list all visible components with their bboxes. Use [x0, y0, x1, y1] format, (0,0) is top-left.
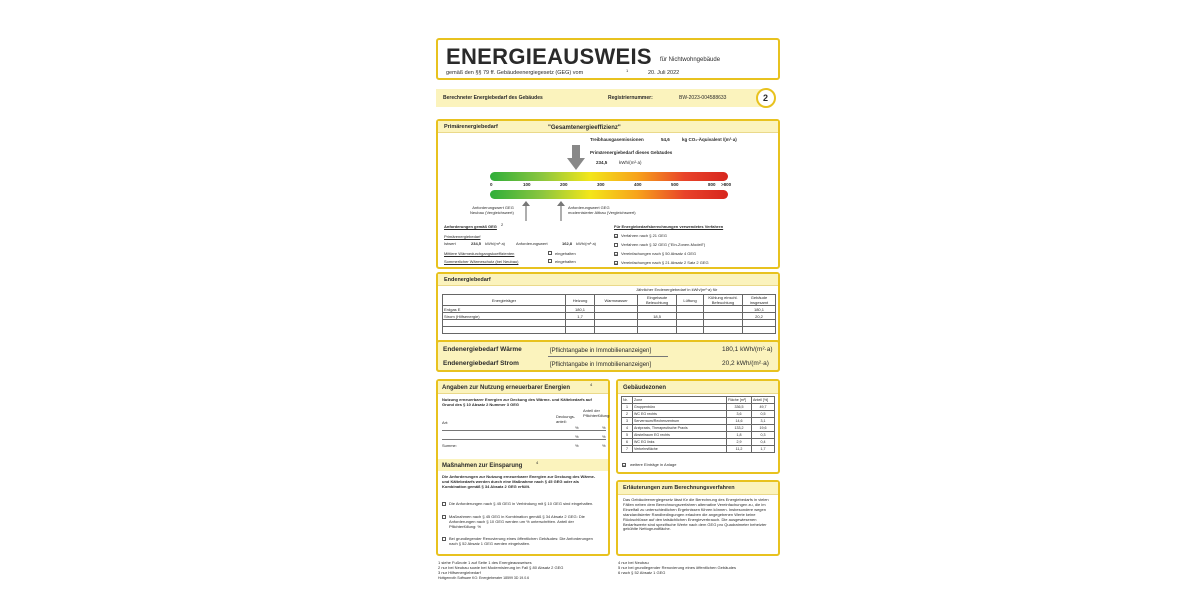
footnote-right-2: 5 nur bei grundlegender Renovierung eines öffentlichen Gebäudes [618, 565, 737, 570]
table-cell: 1 [622, 404, 633, 411]
table-cell: 1,7 [566, 313, 595, 320]
table-cell: 2 [622, 411, 633, 418]
building-pe-value: 234,5 [596, 160, 608, 165]
u-value-checkbox-label: eingehalten [555, 251, 576, 256]
final-energy-power-label: Endenergiebedarf Strom [443, 360, 519, 367]
table-cell: WC EG rechts [633, 411, 727, 418]
table-cell: 3,1 [752, 418, 775, 425]
table-row [622, 439, 775, 446]
percent-sign: % [575, 443, 579, 448]
table-cell: Strom (Hilfsenergie) [443, 313, 566, 320]
requirements-title: Anforderungen gemäß GEG [444, 224, 497, 229]
table-header-cell: Kühlung einschl. Befeuchtung [704, 295, 743, 306]
building-zones-box [616, 379, 780, 474]
table-row [622, 411, 775, 418]
requirements-footnote-mark: 2 [501, 222, 504, 227]
table-cell [638, 306, 677, 313]
legal-date: 20. Juli 2022 [648, 70, 680, 76]
energy-certificate-page [430, 34, 786, 584]
table-header-cell: Lüftung [677, 295, 704, 306]
table-cell: 4 [622, 425, 633, 432]
table-cell: 3,6 [727, 411, 752, 418]
legal-footnote-mark: 1 [626, 68, 629, 73]
building-pe-label: Primärenergiebedarf dieses Gebäudes [590, 150, 673, 155]
final-energy-power-value: 20,2 kWh/(m²·a) [722, 360, 769, 367]
final-energy-unit-heading: Jährlicher Endenergiebedarf in kWh/(m²·a) für [636, 287, 718, 292]
calculation-notes-title: Erläuterungen zum Berechnungsverfahren [623, 485, 735, 491]
percent-sign: % [602, 434, 606, 439]
page-number: 2 [763, 92, 769, 103]
table-row [443, 313, 776, 320]
table-row [622, 404, 775, 411]
method-label-2: Verfahren nach § 32 GEG ("Ein-Zonen-Modell") [621, 242, 706, 247]
percent-sign: % [575, 434, 579, 439]
table-cell [704, 313, 743, 320]
final-energy-heat-note: [Pflichtangabe in Immobilienanzeigen] [550, 347, 652, 354]
final-energy-heat-label: Endenergiebedarf Wärme [443, 346, 522, 353]
table-header-cell: Gebäude insgesamt [743, 295, 776, 306]
table-cell: 180,1 [566, 306, 595, 313]
u-value-requirement: Mittlere Wärmedurchgangskoeffizienten [444, 251, 515, 256]
calculation-notes-box [616, 480, 780, 556]
ghg-label: Treibhausgasemissionen [590, 137, 644, 142]
more-entries-checkbox[interactable]: x [623, 463, 625, 468]
table-cell: 49,7 [752, 404, 775, 411]
measure-checkbox-3[interactable] [442, 537, 446, 541]
table-cell: Serverraum/Rechenzentrum [633, 418, 727, 425]
anforderungswert-label: Anforderungswert [516, 241, 548, 246]
method-checkbox-3[interactable]: x [615, 252, 617, 257]
reference-old-building: Anforderungswert GEG modernisierter Altbau (Vergleichswert) [568, 205, 636, 215]
footnote-left-3: 3 nur Hilfsenergiebedarf [438, 570, 481, 575]
table-header-cell: Zone [633, 397, 727, 404]
method-checkbox-1[interactable]: x [615, 234, 617, 239]
scale-tick-over-800: >800 [721, 182, 732, 187]
measures-title: Maßnahmen zur Einsparung [442, 463, 523, 469]
scale-tick-500: 500 [671, 182, 679, 187]
summer-protection-checkbox[interactable] [548, 259, 552, 263]
table-cell: Verkehrsfläche [633, 446, 727, 453]
renewable-col-art: Art: [442, 420, 449, 425]
table-cell: 6 [622, 439, 633, 446]
table-cell [595, 313, 638, 320]
table-cell: 14,6 [727, 418, 752, 425]
table-cell: 2,9 [727, 439, 752, 446]
table-row [443, 306, 776, 313]
title-box [436, 38, 780, 80]
table-cell: 0,5 [752, 411, 775, 418]
table-row [443, 320, 776, 327]
table-row [622, 397, 775, 404]
measure-checkbox-1[interactable] [442, 502, 446, 506]
table-cell [677, 306, 704, 313]
table-header-cell: Eingebaute Beleuchtung [638, 295, 677, 306]
table-cell [677, 313, 704, 320]
table-cell: 0,4 [752, 439, 775, 446]
measure-label-2: Maßnahmen nach § 45 GEG in Kombination gemäß § 34 Absatz 2 GEG: Die Anforderungen nach § 10 GEG werden um % unterschritten. Anteil der Pflichterfüllung: % [449, 514, 585, 529]
table-header-cell: Nr. [622, 397, 633, 404]
method-label-3: Vereinfachungen nach § 50 Absatz 4 GEG [621, 251, 697, 256]
istwert-unit: kWh/(m²·a) [485, 241, 505, 246]
renewable-footnote-mark: 4 [590, 382, 593, 387]
summer-protection-checkbox-label: eingehalten [555, 259, 576, 264]
summary-box [436, 340, 780, 372]
document-title: ENERGIEAUSWEIS [446, 44, 652, 69]
table-cell: 336,5 [727, 404, 752, 411]
subheader-bar [436, 89, 768, 107]
scale-tick-300: 300 [597, 182, 605, 187]
reference-newbuild: Anforderungswert GEG Neubau (Vergleichswert) [470, 205, 514, 215]
footnote-right-1: 4 nur bei Neubau [618, 560, 649, 565]
scale-tick-400: 400 [634, 182, 642, 187]
table-row [622, 425, 775, 432]
table-cell: 1,7 [752, 446, 775, 453]
building-zones-title: Gebäudezonen [623, 385, 667, 391]
scale-tick-800: 800 [708, 182, 716, 187]
building-arrow-icon [567, 145, 585, 171]
registration-label: Registriernummer: [608, 95, 653, 101]
measure-label-3: Bei grundlegender Renovierung eines öffentlichen Gebäudes: Die Anforderungen nach § 52 Absatz 1 GEG werden eingehalten. [449, 536, 593, 546]
table-cell: 11,2 [727, 446, 752, 453]
table-row [443, 327, 776, 334]
anforderungswert-value: 162,8 [562, 241, 573, 246]
percent-sign: % [602, 443, 606, 448]
renewable-sum-label: Summe: [442, 443, 457, 448]
method-label-4: Vereinfachungen nach § 21 Absatz 2 Satz 2 GEG [621, 260, 709, 265]
anforderungswert-unit: kWh/(m²·a) [576, 241, 596, 246]
table-row [622, 418, 775, 425]
table-cell: 20,2 [743, 313, 776, 320]
percent-sign: % [602, 425, 606, 430]
table-cell: 3 [622, 418, 633, 425]
table-cell: Gruppenbüro [633, 404, 727, 411]
building-pe-unit: kWh/(m²·a) [619, 160, 642, 165]
registration-number: BW-2023-004588633 [679, 95, 727, 101]
final-energy-heat-value: 180,1 kWh/(m²·a) [722, 346, 773, 353]
primary-energy-label: Primärenergiebedarf [444, 124, 498, 130]
final-energy-title: Endenergiebedarf [444, 277, 491, 283]
efficiency-scale-bar [490, 172, 728, 181]
scale-tick-200: 200 [560, 182, 568, 187]
ghg-value: 54,6 [661, 137, 670, 142]
primary-energy-box [436, 119, 780, 269]
istwert-label: Istwert [444, 241, 456, 246]
renewable-energy-box [436, 379, 610, 556]
table-cell: 7 [622, 446, 633, 453]
footnote-left-1: 1 siehe Fußnote 1 auf Seite 1 des Energieausweises [438, 560, 532, 565]
final-energy-table [442, 294, 776, 334]
subheader-title: Berechneter Energiebedarf des Gebäudes [443, 95, 543, 101]
table-cell: 19,6 [752, 425, 775, 432]
footnote-left-2: 2 nur bei Neubau sowie bei Modernisierung im Fall § 80 Absatz 2 GEG [438, 565, 564, 570]
more-entries-label: weitere Einträge in Anlage [630, 462, 677, 467]
table-row [443, 295, 776, 306]
measure-checkbox-2[interactable] [442, 515, 446, 519]
method-checkbox-2[interactable] [614, 243, 618, 247]
reference-arrow-icon [522, 201, 530, 221]
reference-arrow-icon [557, 201, 565, 221]
legal-basis: gemäß den §§ 79 ff. Gebäudeenergiegesetz (GEG) vom [446, 70, 584, 76]
table-cell: Abstellraum EG rechts [633, 432, 727, 439]
measure-label-1: Die Anforderungen nach § 45 GEG in Verbindung mit § 10 GEG sind eingehalten. [449, 501, 594, 506]
method-checkbox-4[interactable]: x [615, 261, 617, 266]
overall-efficiency-label: "Gesamtenergieeffizienz" [548, 124, 621, 131]
table-header-cell: Heizung [566, 295, 595, 306]
table-cell [595, 306, 638, 313]
table-cell: 180,1 [743, 306, 776, 313]
scale-tick-100: 100 [523, 182, 531, 187]
building-zones-table [621, 396, 775, 453]
measures-description: Die Anforderungen zur Nutzung erneuerbarer Energien zur Deckung des Wärme- und Kältebedarfs werden durch eine Maßnahme nach § 45 GEG oder als Kombination gemäß § 34 Absatz 2 GEG erfüllt. [442, 474, 596, 489]
ghg-unit: kg CO₂-Äquivalent /(m²·a) [682, 137, 737, 142]
scale-tick-0: 0 [490, 182, 493, 187]
percent-sign: % [575, 425, 579, 430]
table-row [622, 432, 775, 439]
final-energy-power-note: [Pflichtangabe in Immobilienanzeigen] [550, 361, 652, 368]
renewable-description: Nutzung erneuerbarer Energien zur Deckung des Wärme- und Kältebedarfs auf Grund des § 10 Absatz 2 Nummer 3 GEG [442, 397, 592, 407]
document-subtitle: für Nichtwohngebäude [660, 57, 721, 63]
table-cell: 0,3 [752, 432, 775, 439]
table-cell: WC EG links [633, 439, 727, 446]
table-row [622, 446, 775, 453]
summer-protection-requirement: Sommerlicher Wärmeschutz (bei Neubau) [444, 259, 519, 264]
table-cell: 133,2 [727, 425, 752, 432]
table-header-cell: Anteil [%] [752, 397, 775, 404]
page-number-badge [756, 88, 776, 108]
measures-footnote-mark: 4 [536, 460, 539, 465]
methods-title: Für Energiebedarfsberechnungen verwendetes Verfahren [614, 224, 724, 229]
table-cell: Erdgas E [443, 306, 566, 313]
table-cell [704, 306, 743, 313]
calculation-notes-text: Das Gebäudeenergiegesetz lässt für die Berechnung des Energiebedarfs in vielen Fällen neben dem Berechnungsverfahren alternative Vereinfachungen zu, die im Einzelfall zu unterschiedlichen Ergebnissen führen können. Insbesondere wegen standardisierter Randbedingungen erlauben die angegebenen Werte keine Rückschlüsse auf den tatsächlichen Energieverbrauch. Die ausgewiesenen Bedarfswerte sind spezifische Werte nach dem GEG pro Quadratmeter beheizter gekühlte Nettogrundfläche. [623, 497, 769, 532]
table-cell: 18,5 [638, 313, 677, 320]
efficiency-scale-bar-lower [490, 190, 728, 199]
table-header-cell: Energieträger [443, 295, 566, 306]
istwert-value: 234,5 [471, 241, 482, 246]
table-header-cell: Fläche [m²] [727, 397, 752, 404]
renewable-col-fulfilment: Anteil der Pflichterfüllung: [583, 408, 611, 418]
table-cell: 5 [622, 432, 633, 439]
method-label-1: Verfahren nach § 21 GEG [621, 233, 668, 238]
renewable-col-share: Deckungs-anteil: [556, 414, 576, 424]
software-note: Hottgenroth Software KG: Energieberater 18599 3D 19.0.6 [438, 576, 530, 580]
table-cell: 1,8 [727, 432, 752, 439]
requirements-pe-heading: Primärenergiebedarf [444, 234, 481, 239]
table-cell: Arztpraxis, Therapeutische Praxis [633, 425, 727, 432]
table-header-cell: Warmwasser [595, 295, 638, 306]
footnote-right-3: 6 nach § 52 Absatz 1 GEG [618, 570, 666, 575]
renewable-energy-title: Angaben zur Nutzung erneuerbarer Energien [442, 385, 571, 391]
u-value-checkbox[interactable] [548, 251, 552, 255]
